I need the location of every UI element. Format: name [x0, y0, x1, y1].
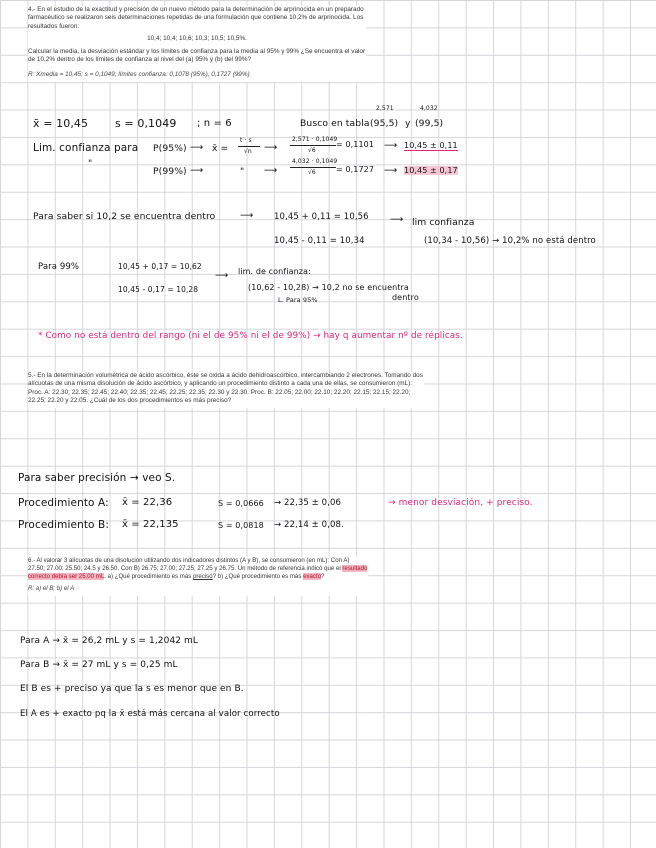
hw5-procA-note: → menor desviación, + preciso.	[388, 498, 533, 508]
question-5-text: 5.- En la determinación volumétrica de ácido ascórbico, éste se oxida a ácido dehidroascórbico, intercambiando 2 electrones. Tomando dos alícuotas de una misma disolución de ácido ascórbico, y aplicando un procedimiento distinto a cada una de ellas, se consumieron (mL): Proc. A: 22.30; 22.35; 22.45; 22.40; 22.35; 22.45; 22.25; 22.35; 22.30 y 22.30. Proc. B: 22.05; 22.00; 22.10; 22.20; 22.15; 22.15; 22.20; 22.25; 22.20 y 22.05. ¿Cuál de los dos procedimientos es más preciso?	[28, 372, 423, 404]
hw-lim-conf: lim confianza	[412, 217, 475, 228]
hw-sum1: 10,45 + 0,11 = 10,56	[274, 212, 369, 222]
hw6-line4: El A es + exacto pq la x̄ está más cercana al valor correcto	[20, 709, 280, 719]
hw-p95: P(95%)	[153, 143, 187, 154]
hw6-line3: El B es + preciso ya que la s es menor que en B.	[20, 684, 244, 694]
arrow-icon: ⟶	[190, 165, 204, 176]
question-6-text	[28, 557, 368, 582]
hw-dentro: dentro	[392, 293, 419, 302]
arrow-icon: ⟶	[264, 165, 278, 176]
hw-s99b: 10,45 - 0,17 = 10,28	[118, 285, 199, 294]
hw-quote-2: "	[240, 166, 245, 177]
question-4-text: 4.- En el estudio de la exactitud y precisión de un nuevo método para la determinación de arprinocida en un preparado farmacéutico se realizaron seis determinaciones repetidas de una formulación que contiene 10,2% de arprinocida. Los resultados fueron:	[28, 6, 364, 30]
hw-para99: Para 99%	[38, 262, 80, 272]
hw-interval99: (10,62 - 10,28) → 10,2 no se encuentra	[248, 283, 409, 292]
hw-lim-label: Lim. confianza para	[33, 142, 139, 154]
hw5-line1: Para saber precisión → veo S.	[18, 472, 176, 484]
question-6-preciso: preciso	[192, 573, 213, 581]
question-5-block	[28, 372, 424, 408]
hw5-procA-mean: x̄ = 22,36	[122, 497, 173, 508]
hw-frac99-den: √6	[308, 169, 316, 176]
hw-s99a: 10,45 + 0,17 = 10,62	[118, 262, 202, 271]
question-6-block	[28, 557, 368, 596]
hw-fin99: 10,45 ± 0,17	[404, 166, 458, 175]
hw5-procA-s: S = 0,0666	[218, 499, 264, 508]
arrow-icon: ⟶	[390, 214, 404, 225]
question-6-text-d: ?	[321, 573, 325, 581]
hw6-line2: Para B → x̄ = 27 mL y s = 0,25 mL	[20, 660, 178, 670]
hw-t99: (99,5)	[415, 118, 444, 129]
hw-fin95: 10,45 ± 0,11	[404, 141, 458, 150]
question-6-highlight: resultado correcto debía ser 25,00 mL	[28, 565, 368, 581]
hw-frac95-den: √6	[308, 147, 316, 154]
question-6-text-c: ? b) ¿Qué procedimiento es más	[212, 573, 302, 581]
hw-t95-val: 2,571	[376, 105, 394, 112]
hw5-procB-res: → 22,14 ± 0,08.	[274, 520, 344, 530]
hw-y: y	[405, 118, 411, 129]
question-4-values: 10,4; 10,4; 10,6; 10,3; 10,5; 10,5%.	[147, 34, 247, 42]
arrow-icon: ⟶	[384, 165, 398, 176]
fraction-bar	[290, 145, 336, 146]
question-4-question: Calcular la media, la desviación estándar y los límites de confianza para la media al 95% y 99% ¿Se encuentra el valor de 10,2% dentro de los límites de confianza al nivel del (a) 95% y (b) del 99%?	[28, 48, 366, 64]
hw-lim-conf2: lim. de confianza:	[238, 267, 311, 276]
arrow-icon: ⟶	[384, 140, 398, 151]
question-4-answer: R: Xmedia = 10,45; s = 0,1049; límites confianza: 0,1078 (95%), 0,1727 (99%)	[28, 70, 250, 78]
hw-frac-gen-den: √n	[244, 148, 252, 155]
hw-dentro-q: Para saber si 10,2 se encuentra dentro	[33, 211, 216, 222]
hw-p99: P(99%)	[153, 166, 187, 177]
hw-mean: x̄ = 10,45	[33, 117, 89, 130]
hw-la-para95: L. Para 95%	[278, 296, 318, 304]
hw-s: s = 0,1049	[115, 117, 177, 130]
arrow-icon: ⟶	[264, 142, 278, 153]
hw5-procA-label: Procedimiento A:	[18, 497, 109, 509]
hw5-procA-res: → 22,35 ± 0,06	[274, 498, 342, 508]
hw-t99-val: 4,032	[420, 105, 438, 112]
question-6-answer: R: a) el B; b) el A	[28, 584, 75, 592]
fraction-bar	[290, 167, 336, 168]
hw-note-replicas: * Como no está dentro del rango (ni el de 95% ni el de 99%) → hay q aumentar nº de réplicas.	[38, 331, 463, 341]
question-4-block	[28, 6, 366, 82]
arrow-icon: ⟶	[240, 210, 254, 221]
hw-frac99-num: 4,032 · 0,1049	[292, 158, 338, 165]
hw6-line1: Para A → x̄ = 26,2 mL y s = 1,2042 mL	[20, 636, 199, 646]
hw-quote: "	[88, 158, 93, 169]
hw-interval95: (10,34 - 10,56) → 10,2% no está dentro	[424, 236, 596, 246]
hw-res99: = 0,1727	[336, 165, 375, 174]
arrow-icon: ⟶	[190, 142, 204, 153]
question-6-exacto: exacto	[303, 573, 322, 581]
hw5-procB-label: Procedimiento B:	[18, 519, 109, 531]
hw-t95: (95,5)	[370, 118, 399, 129]
hw-xbar: x̄ =	[212, 143, 229, 154]
hw-frac95-num: 2,571 · 0,1049	[292, 136, 338, 143]
arrow-icon: ⟶	[215, 270, 229, 281]
question-6-text-b: . a) ¿Qué procedimiento es más	[104, 573, 192, 581]
fraction-bar	[238, 146, 260, 147]
hw-n: ; n = 6	[197, 118, 232, 129]
hw-res95: = 0,1101	[336, 140, 375, 149]
hw-table-note: Busco en tabla	[300, 118, 370, 129]
hw5-procB-mean: x̄ = 22,135	[122, 519, 179, 530]
hw-sum2: 10,45 - 0,11 = 10,34	[274, 236, 365, 246]
hw5-procB-s: S = 0,0818	[218, 521, 264, 530]
hw-frac-gen-num: t · s	[240, 137, 252, 144]
question-6-text-a: 6.- Al valorar 3 alícuotas de una disolución utilizando dos indicadores distintos (A y B), se consumieron (en mL): Con A) 27.50; 27.00; 25.50; 24.5 y 26.50. Con B) 26.75; 27.00; 27.25; 27.25 y 26.75. Un método de referencia indicó que el	[28, 557, 350, 573]
